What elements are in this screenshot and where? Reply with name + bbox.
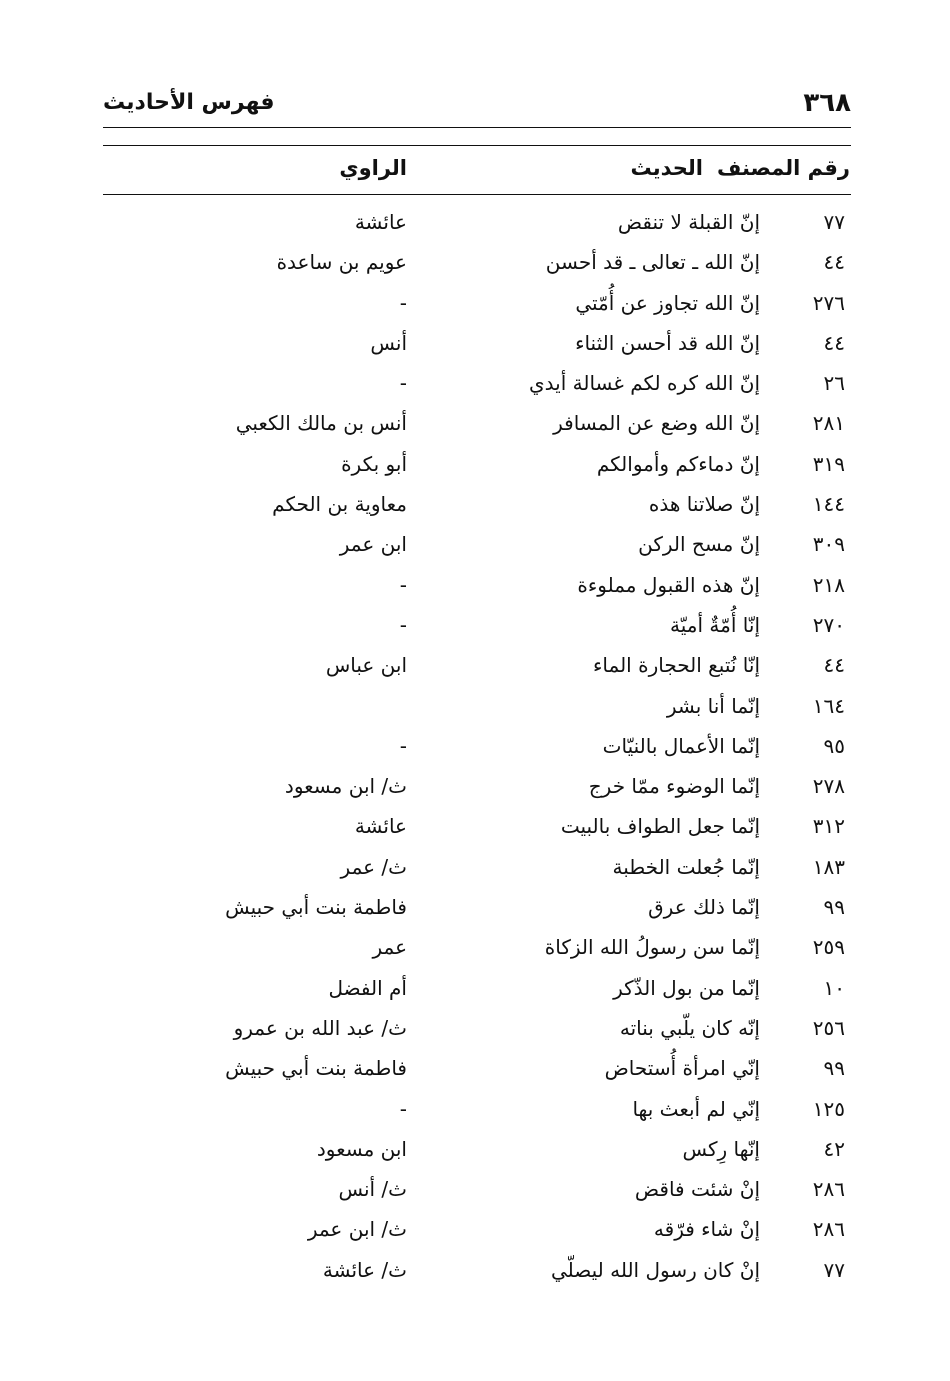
- hadith-text: إنّ صلاتنا هذه: [648, 492, 760, 517]
- hadith-text: إنّ مسح الركن: [638, 532, 760, 557]
- hadith-text: إنّما جُعلت الخطبة: [612, 854, 760, 879]
- narrator-name: -: [399, 733, 407, 758]
- column-header-number: رقم المصنف: [716, 156, 850, 180]
- hadith-text: إنّه كان يلّبي بناته: [619, 1015, 760, 1040]
- hadith-text: إنّ الله قد أحسن الثناء: [575, 330, 760, 355]
- entry-number: ٢٥٩: [812, 935, 845, 960]
- narrator-name: ث/ عمر: [340, 854, 407, 879]
- table-row: [0, 931, 950, 971]
- table-row: [0, 649, 950, 689]
- hadith-text: إنّما من بول الذّكر: [613, 975, 760, 1000]
- hadith-text: إنّما الأعمال بالنيّات: [602, 733, 760, 758]
- narrator-name: ث/ عائشة: [322, 1257, 407, 1282]
- narrator-name: أم الفضل: [328, 975, 407, 1000]
- entry-number: ١٢٥: [812, 1096, 845, 1121]
- narrator-name: أبو بكرة: [341, 451, 407, 476]
- table-row: [0, 488, 950, 528]
- table-row: [0, 730, 950, 770]
- running-title: فهرس الأحاديث: [103, 90, 275, 115]
- hadith-text: إنْ كان رسول الله ليصلّي: [550, 1257, 760, 1282]
- narrator-name: معاوية بن الحكم: [272, 492, 407, 517]
- entry-number: ٣١٩: [812, 451, 845, 476]
- table-row: [0, 287, 950, 327]
- entry-number: ٧٧: [823, 1257, 845, 1282]
- entry-number: ٢٧٠: [812, 612, 845, 637]
- entry-number: ١٨٣: [812, 854, 845, 879]
- narrator-name: عائشة: [354, 814, 407, 839]
- narrator-name: -: [399, 572, 407, 597]
- entry-number: ٤٢: [823, 1136, 845, 1161]
- hadith-text: إنّ هذه القبول مملوءة: [577, 572, 760, 597]
- table-row: [0, 246, 950, 286]
- hadith-text: إنّي لم أبعث بها: [632, 1096, 760, 1121]
- hadith-text: إنّ الله وضع عن المسافر: [553, 411, 760, 436]
- hadith-text: إنّما الوضوء ممّا خرج: [588, 774, 760, 799]
- narrator-name: -: [399, 612, 407, 637]
- table-row: [0, 972, 950, 1012]
- entry-number: ٩٥: [823, 733, 845, 758]
- entry-number: ٢٧٦: [812, 290, 845, 315]
- table-row: [0, 1213, 950, 1253]
- table-row: [0, 609, 950, 649]
- entry-number: ٢٨٦: [812, 1217, 845, 1242]
- table-row: [0, 810, 950, 850]
- narrator-name: -: [399, 1096, 407, 1121]
- entry-number: ٤٤: [823, 250, 845, 275]
- header-rule: [103, 127, 851, 128]
- entry-number: ٣٠٩: [812, 532, 845, 557]
- hadith-index-table: [0, 206, 950, 1294]
- column-header-narrator: الراوي: [339, 156, 407, 180]
- entry-number: ١٠: [823, 975, 845, 1000]
- table-row: [0, 407, 950, 447]
- hadith-text: إنّها رِكس: [682, 1136, 760, 1161]
- entry-number: ٢٨١: [812, 411, 845, 436]
- table-top-rule: [103, 145, 851, 146]
- entry-number: ٩٩: [823, 895, 845, 920]
- narrator-name: ابن مسعود: [316, 1136, 407, 1161]
- hadith-text: إنّما ذلك عرق: [648, 895, 760, 920]
- table-row: [0, 690, 950, 730]
- table-row: [0, 1012, 950, 1052]
- hadith-text: إنّما سن رسولُ الله الزكاة: [544, 935, 760, 960]
- narrator-name: عمر: [372, 935, 407, 960]
- narrator-name: ث/ ابن مسعود: [284, 774, 407, 799]
- narrator-name: ابن عباس: [325, 653, 407, 678]
- table-row: [0, 569, 950, 609]
- hadith-text: إنّ الله تجاوز عن أُمّتي: [575, 290, 760, 315]
- hadith-text: إنّ الله كره لكم غسالة أيدي: [529, 371, 760, 396]
- narrator-name: أنس: [370, 330, 407, 355]
- table-row: [0, 770, 950, 810]
- hadith-text: إنْ شئت فاقض: [634, 1177, 760, 1202]
- entry-number: ٤٤: [823, 653, 845, 678]
- hadith-text: إنْ شاء فرّقه: [653, 1217, 760, 1242]
- narrator-name: ابن عمر: [339, 532, 407, 557]
- entry-number: ٢٥٦: [812, 1015, 845, 1040]
- entry-number: ٢٦: [823, 371, 845, 396]
- hadith-text: إنّما أنا بشر: [666, 693, 760, 718]
- column-header-hadith: الحديث: [630, 156, 703, 180]
- hadith-text: إنّا نُتبع الحجارة الماء: [593, 653, 760, 678]
- table-row: [0, 528, 950, 568]
- table-header-rule: [103, 194, 851, 195]
- entry-number: ١٦٤: [812, 693, 845, 718]
- narrator-name: ث/ ابن عمر: [307, 1217, 407, 1242]
- table-row: [0, 448, 950, 488]
- entry-number: ٩٩: [823, 1056, 845, 1081]
- table-row: [0, 1254, 950, 1294]
- table-row: [0, 367, 950, 407]
- page-number: ٣٦٨: [803, 88, 851, 118]
- hadith-text: إنّي امرأة أُستحاض: [604, 1056, 760, 1081]
- narrator-name: عويم بن ساعدة: [276, 250, 407, 275]
- table-row: [0, 327, 950, 367]
- table-row: [0, 891, 950, 931]
- hadith-text: إنّ الله ـ تعالى ـ قد أحسن: [545, 250, 760, 275]
- narrator-name: ث/ أنس: [338, 1177, 407, 1202]
- table-row: [0, 1093, 950, 1133]
- entry-number: ٧٧: [823, 210, 845, 234]
- hadith-text: إنّ دماءكم وأموالكم: [596, 451, 760, 476]
- hadith-text: إنّا أُمّةٌ أميّة: [670, 612, 760, 637]
- entry-number: ٣١٢: [812, 814, 845, 839]
- narrator-name: -: [399, 290, 407, 315]
- entry-number: ٢٧٨: [812, 774, 845, 799]
- page-header: [103, 88, 851, 124]
- narrator-name: فاطمة بنت أبي حبيش: [225, 895, 407, 920]
- entry-number: ٢٨٦: [812, 1177, 845, 1202]
- table-row: [0, 1052, 950, 1092]
- narrator-name: -: [399, 371, 407, 396]
- narrator-name: فاطمة بنت أبي حبيش: [225, 1056, 407, 1081]
- table-row: [0, 851, 950, 891]
- narrator-name: عائشة: [354, 210, 407, 234]
- table-row: [0, 206, 950, 246]
- entry-number: ٢١٨: [812, 572, 845, 597]
- narrator-name: أنس بن مالك الكعبي: [235, 411, 407, 436]
- entry-number: ١٤٤: [812, 492, 845, 517]
- entry-number: ٤٤: [823, 330, 845, 355]
- table-row: [0, 1133, 950, 1173]
- narrator-name: ث/ عبد الله بن عمرو: [233, 1015, 407, 1040]
- table-row: [0, 1173, 950, 1213]
- hadith-text: إنّما جعل الطواف بالبيت: [560, 814, 760, 839]
- hadith-text: إنّ القبلة لا تنقض: [617, 210, 760, 234]
